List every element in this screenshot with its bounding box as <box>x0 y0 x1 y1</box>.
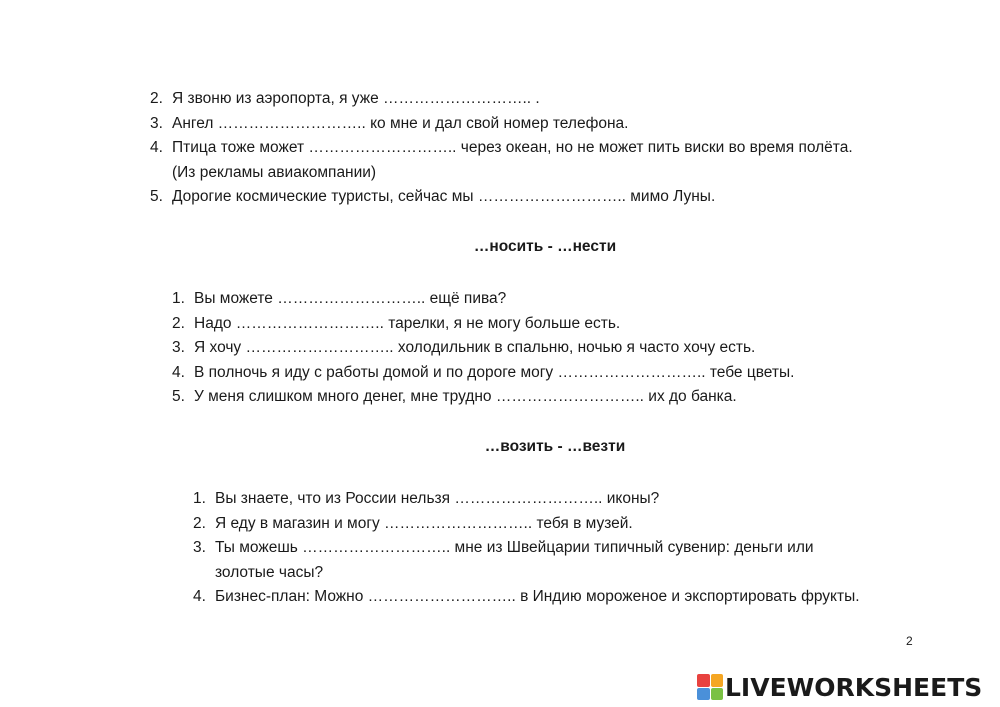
list-item: 1. Вы знаете, что из России нельзя ……………………….. иконы? <box>193 490 660 507</box>
item-text: Вы знаете, что из России нельзя ……………………….. иконы? <box>215 490 660 507</box>
page-number: 2 <box>906 634 913 648</box>
item-text: Дорогие космические туристы, сейчас мы ……………………….. мимо Луны. <box>172 188 716 205</box>
list-item: 1. Вы можете ……………………….. ещё пива? <box>172 290 507 307</box>
item-text: В полночь я иду с работы домой и по дороге могу ……………………….. тебе цветы. <box>194 363 795 381</box>
item-text: Птица тоже может ……………………….. через океан, но не может пить виски во время полёта. <box>172 139 853 156</box>
list-item: 3. Ангел ……………………….. ко мне и дал свой номер телефона. <box>150 114 629 132</box>
section3-list <box>193 487 860 610</box>
item-text: (Из рекламы авиакомпании) <box>172 163 377 181</box>
list-item: 2. Я звоню из аэропорта, я уже ……………………….. . <box>150 90 540 107</box>
item-text: Ты можешь ……………………….. мне из Швейцарии типичный сувенир: деньги или <box>215 539 814 556</box>
logo-text: LIVEWORKSHEETS <box>725 672 983 702</box>
list-item: 3. Ты можешь ……………………….. мне из Швейцарии типичный сувенир: деньги или <box>193 539 814 556</box>
section1-list <box>150 87 853 210</box>
list-item: 2. Надо ……………………….. тарелки, я не могу больше есть. <box>172 314 621 332</box>
list-item <box>150 161 853 186</box>
logo-square-v <box>697 688 710 701</box>
logo-square-e <box>711 688 724 701</box>
list-item: 4. Бизнес-план: Можно ……………………….. в Индию мороженое и экспортировать фрукты. <box>193 588 860 605</box>
item-text: Я звоню из аэропорта, я уже ……………………….. . <box>172 90 540 107</box>
list-item: 2. Я еду в магазин и могу ……………………….. тебя в музей. <box>193 514 633 532</box>
list-item: 4. Птица тоже может ……………………….. через океан, но не может пить виски во время полёта. <box>150 139 853 156</box>
logo-square-i <box>711 674 724 687</box>
list-item: 3. Я хочу ……………………….. холодильник в спальню, ночью я часто хочу есть. <box>172 339 756 356</box>
list-item: 5. Дорогие космические туристы, сейчас мы ……………………….. мимо Луны. <box>150 188 716 205</box>
liveworksheets-logo[interactable] <box>697 672 982 702</box>
section2-heading: …носить - …нести <box>473 238 617 255</box>
section2-list <box>172 287 794 410</box>
item-text: Я еду в магазин и могу ……………………….. тебя в музей. <box>215 514 633 532</box>
liveworksheets-logo-icon <box>697 674 723 700</box>
item-text: золотые часы? <box>215 563 324 581</box>
section3-heading: …возить - …везти <box>484 438 626 455</box>
item-text: Вы можете ……………………….. ещё пива? <box>194 290 507 307</box>
list-item <box>193 561 860 586</box>
item-text: У меня слишком много денег, мне трудно ……………………….. их до банка. <box>194 388 737 405</box>
list-item: 5. У меня слишком много денег, мне трудно ……………………….. их до банка. <box>172 388 737 405</box>
logo-square-l <box>697 674 710 687</box>
list-item: 4. В полночь я иду с работы домой и по дороге могу ……………………….. тебе цветы. <box>172 363 795 381</box>
item-text: Я хочу ……………………….. холодильник в спальню, ночью я часто хочу есть. <box>194 339 756 356</box>
item-text: Надо ……………………….. тарелки, я не могу больше есть. <box>194 314 621 332</box>
item-text: Ангел ……………………….. ко мне и дал свой номер телефона. <box>172 114 629 132</box>
item-text: Бизнес-план: Можно ……………………….. в Индию мороженое и экспортировать фрукты. <box>215 588 860 605</box>
